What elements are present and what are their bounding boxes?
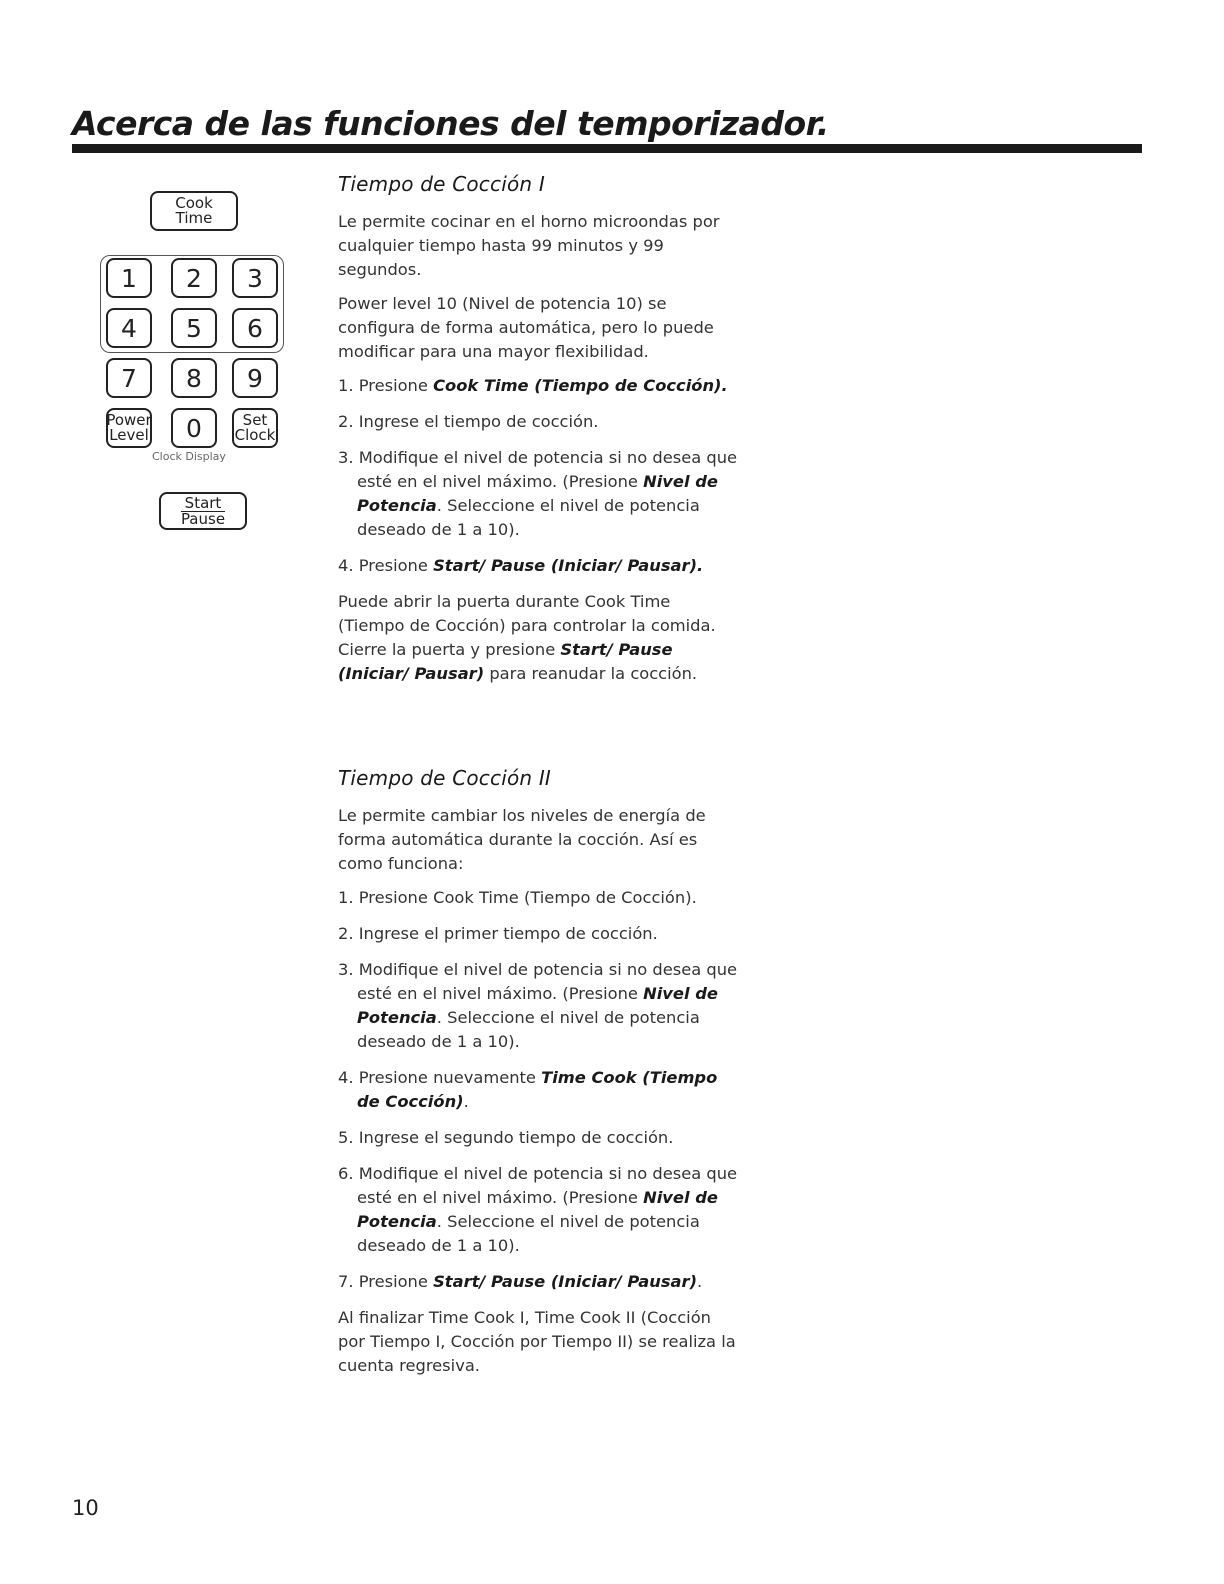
key-2: 2 [171, 258, 217, 298]
power-level-key [106, 408, 152, 448]
paragraph-text: Puede abrir la puerta durante Cook Time (Tiempo de Cocción) para controlar la comida. Cierre la puerta y presione [338, 592, 716, 659]
key-4: 4 [106, 308, 152, 348]
step-text: 2. Ingrese el tiempo de cocción. [338, 412, 599, 431]
step-text: 3. Modifique el nivel de potencia si no desea que esté en el nivel máximo. (Presione [338, 448, 738, 491]
key-7: 7 [106, 358, 152, 398]
step-text: 4. Presione [338, 556, 434, 575]
clock-display-label: Clock Display [152, 450, 226, 463]
power-level-key-line1: Power [106, 411, 152, 429]
list-item [338, 958, 738, 1054]
step-emphasis: Cook Time (Tiempo de Cocción). [433, 376, 728, 395]
set-clock-key-line1: Set [242, 411, 268, 429]
cook-time-key-line2: Time [175, 209, 213, 227]
title-rule [72, 144, 1142, 153]
list-item [338, 1162, 738, 1258]
step-emphasis: Start/ Pause (Iniciar/ Pausar). [433, 556, 704, 575]
paragraph: Power level 10 (Nivel de potencia 10) se configura de forma automática, pero lo puede modificar para una mayor flexibilidad. [338, 294, 714, 361]
step-text: 5. Ingrese el segundo tiempo de cocción. [338, 1128, 674, 1147]
main-content [338, 172, 738, 1388]
key-9: 9 [232, 358, 278, 398]
paragraph [338, 590, 738, 686]
list-item [338, 1270, 738, 1294]
key-6: 6 [232, 308, 278, 348]
paragraph-emphasis: Start/ Pause (Iniciar/ Pausar) [338, 640, 673, 683]
list-item [338, 886, 738, 910]
step-text: . [697, 1272, 703, 1291]
start-pause-key-line2: Pause [180, 509, 226, 528]
keypad-illustration [96, 185, 296, 545]
list-item [338, 410, 738, 434]
step-emphasis: Nivel de Potencia [357, 1188, 718, 1231]
cook-time-key [150, 191, 238, 231]
steps-list [338, 886, 738, 1294]
step-text: . [463, 1092, 469, 1111]
list-item [338, 922, 738, 946]
page-number: 10 [72, 1496, 99, 1520]
step-text: 2. Ingrese el primer tiempo de cocción. [338, 924, 658, 943]
step-text: . Seleccione el nivel de potencia deseado de 1 a 10). [357, 496, 700, 539]
section-heading: Tiempo de Cocción II [338, 766, 552, 790]
step-emphasis: Nivel de Potencia [357, 984, 718, 1027]
step-text: 6. Modifique el nivel de potencia si no desea que esté en el nivel máximo. (Presione [338, 1164, 738, 1207]
step-text: 1. Presione [338, 376, 434, 395]
steps-list [338, 374, 738, 578]
start-pause-key-line1: Start [181, 496, 226, 512]
key-5: 5 [171, 308, 217, 348]
step-text: 4. Presione nuevamente [338, 1068, 542, 1087]
section-heading: Tiempo de Cocción I [338, 172, 545, 196]
step-text: 3. Modifique el nivel de potencia si no desea que esté en el nivel máximo. (Presione [338, 960, 738, 1003]
key-0: 0 [171, 408, 217, 448]
paragraph: Le permite cocinar en el horno microondas por cualquier tiempo hasta 99 minutos y 99 segundos. [338, 212, 720, 279]
paragraph-text: para reanudar la cocción. [484, 664, 698, 683]
list-item [338, 1066, 738, 1114]
list-item [338, 554, 738, 578]
page-title: Acerca de las funciones del temporizador. [72, 104, 829, 143]
key-8: 8 [171, 358, 217, 398]
power-level-key-line2: Level [109, 426, 149, 444]
step-text: . Seleccione el nivel de potencia deseado de 1 a 10). [357, 1212, 700, 1255]
step-text: . Seleccione el nivel de potencia deseado de 1 a 10). [357, 1008, 700, 1051]
paragraph: Le permite cambiar los niveles de energía de forma automática durante la cocción. Así es como funciona: [338, 806, 706, 873]
cook-time-key-line1: Cook [175, 194, 213, 212]
list-item [338, 446, 738, 542]
start-pause-key [159, 492, 247, 530]
step-emphasis: Time Cook (Tiempo de Cocción) [357, 1068, 718, 1111]
set-clock-key [232, 408, 278, 448]
step-text: 1. Presione Cook Time (Tiempo de Cocción). [338, 888, 697, 907]
list-item [338, 1126, 738, 1150]
key-1: 1 [106, 258, 152, 298]
step-emphasis: Nivel de Potencia [357, 472, 718, 515]
paragraph: Al finalizar Time Cook I, Time Cook II (Cocción por Tiempo I, Cocción por Tiempo II) se realiza la cuenta regresiva. [338, 1308, 736, 1375]
section-cook-time-1 [338, 172, 738, 686]
section-cook-time-2 [338, 766, 738, 1378]
list-item [338, 374, 738, 398]
step-emphasis: Start/ Pause (Iniciar/ Pausar) [433, 1272, 698, 1291]
key-3: 3 [232, 258, 278, 298]
step-text: 7. Presione [338, 1272, 434, 1291]
set-clock-key-line2: Clock [234, 426, 276, 444]
